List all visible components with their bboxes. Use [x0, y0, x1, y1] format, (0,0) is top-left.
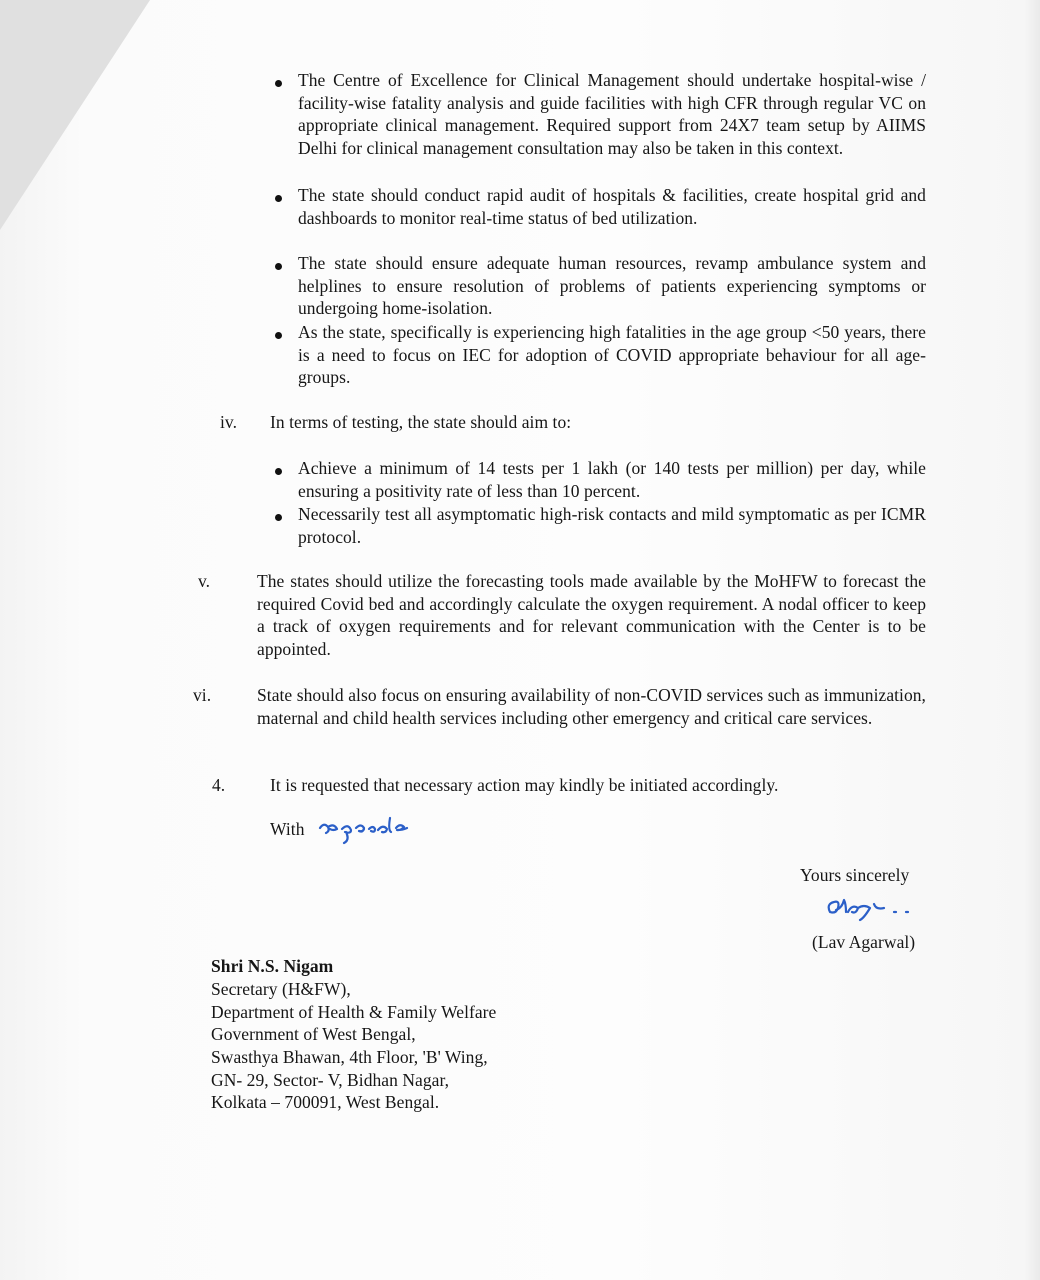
- bullet-icon: [275, 195, 282, 202]
- bullet-icon: [275, 263, 282, 270]
- bullet-icon: [275, 332, 282, 339]
- bullet-text: As the state, specifically is experiencing high fatalities in the age group <50 years, there is a need to focus on IEC for adoption of COVID appropriate behaviour for all age-groups.: [298, 322, 926, 387]
- page-fold-corner: [0, 0, 150, 230]
- bullet-icon: [275, 468, 282, 475]
- bullet-text: The Centre of Excellence for Clinical Management should undertake hospital-wise / facility-wise fatality analysis and guide facilities with high CFR through regular VC on appropriate clinical management. Required support from 24X7 team setup by AIIMS Delhi for clinical management consultation may also be taken in this context.: [298, 70, 926, 158]
- item-vi-text: State should also focus on ensuring availability of non-COVID services such as immunization, maternal and child health services including other emergency and critical care services.: [257, 685, 926, 728]
- addressee-line: Department of Health & Family Welfare: [211, 1002, 497, 1022]
- addressee-line: GN- 29, Sector- V, Bidhan Nagar,: [211, 1070, 450, 1090]
- addressee-line: Secretary (H&FW),: [211, 979, 351, 999]
- yours-sincerely: Yours sincerely: [800, 865, 910, 885]
- item-number-iv: iv.: [220, 412, 238, 432]
- signatory-name: (Lav Agarwal): [812, 932, 916, 952]
- signature-icon: [822, 890, 932, 924]
- bullet-text: Necessarily test all asymptomatic high-risk contacts and mild symptomatic as per ICMR protocol.: [298, 504, 926, 547]
- addressee-line: Government of West Bengal,: [211, 1024, 416, 1044]
- bullet-icon: [275, 514, 282, 521]
- para-number-4: 4.: [212, 775, 226, 795]
- addressee-line: Kolkata – 700091, West Bengal.: [211, 1092, 440, 1112]
- item-v-text: The states should utilize the forecasting tools made available by the MoHFW to forecast the required Covid bed and accordingly calculate the oxygen requirement. A nodal officer to keep a track of oxygen requirements and for relevant communication with the Center is to be appointed.: [257, 571, 926, 659]
- bullet-text: Achieve a minimum of 14 tests per 1 lakh (or 140 tests per million) per day, while ensuring a positivity rate of less than 10 percent.: [298, 458, 926, 501]
- handwritten-regards: [316, 812, 416, 846]
- closing-with: With: [270, 819, 305, 839]
- item-number-vi: vi.: [193, 685, 212, 705]
- addressee-name: Shri N.S. Nigam: [211, 956, 334, 976]
- bullet-icon: [275, 80, 282, 87]
- addressee-line: Swasthya Bhawan, 4th Floor, 'B' Wing,: [211, 1047, 488, 1067]
- bullet-text: The state should conduct rapid audit of hospitals & facilities, create hospital grid and dashboards to monitor real-time status of bed utilization.: [298, 185, 926, 228]
- para-4-text: It is requested that necessary action may kindly be initiated accordingly.: [270, 775, 779, 795]
- page-edge-shadow: [1024, 0, 1040, 1280]
- item-iv-text: In terms of testing, the state should aim to:: [270, 412, 572, 432]
- bullet-text: The state should ensure adequate human resources, revamp ambulance system and helplines to ensure resolution of problems of patients experiencing symptoms or undergoing home-isolation.: [298, 253, 926, 318]
- item-number-v: v.: [198, 571, 211, 591]
